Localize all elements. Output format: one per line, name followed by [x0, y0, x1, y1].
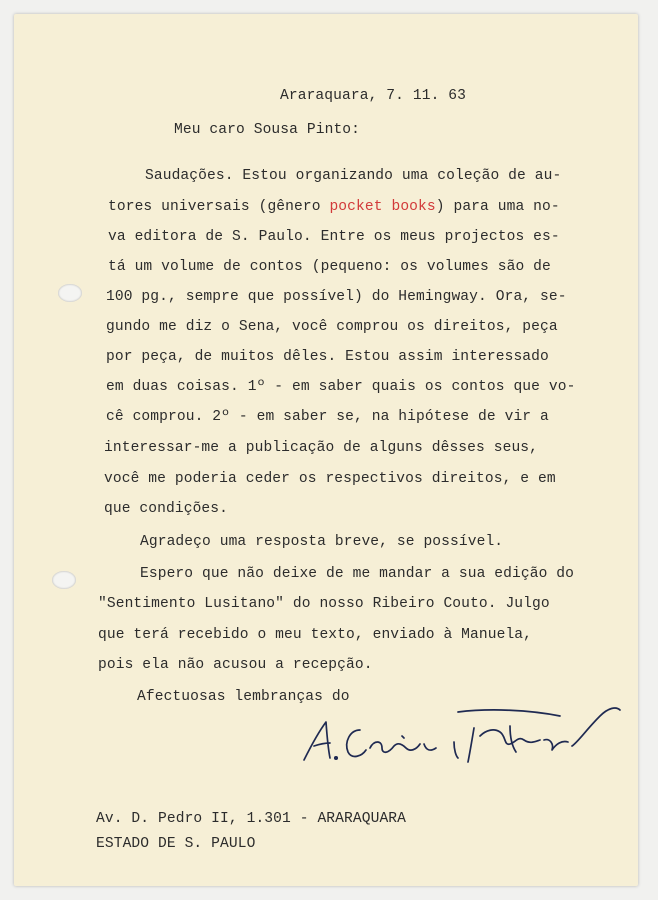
- paragraph-1-line-8: em duas coisas. 1º - em saber quais os contos que vo-: [106, 379, 576, 395]
- date-line: Araraquara, 7. 11. 63: [280, 88, 467, 104]
- paragraph-1-line-7: por peça, de muitos dêles. Estou assim interessado: [106, 349, 549, 365]
- paragraph-3-line-1: Espero que não deixe de me mandar a sua edição do: [140, 566, 575, 582]
- punch-hole-top: [58, 284, 82, 302]
- paragraph-1-line-5: 100 pg., sempre que possível) do Hemingway. Ora, se-: [106, 289, 567, 305]
- highlight-pocket-books: pocket books: [329, 199, 436, 215]
- address-line-1: Av. D. Pedro II, 1.301 - ARARAQUARA: [96, 811, 407, 827]
- paragraph-3-line-3: que terá recebido o meu texto, enviado à Manuela,: [98, 627, 533, 643]
- closing: Afectuosas lembranças do: [137, 689, 350, 705]
- salutation: Meu caro Sousa Pinto:: [174, 122, 361, 138]
- paragraph-1-line-9: cê comprou. 2º - em saber se, na hipótese de vir a: [106, 409, 549, 425]
- paragraph-3-line-2: "Sentimento Lusitano" do nosso Ribeiro Couto. Julgo: [98, 596, 550, 612]
- paragraph-1-line-11: você me poderia ceder os respectivos direitos, e em: [104, 471, 556, 487]
- paragraph-1-line-6: gundo me diz o Sena, você comprou os direitos, peça: [106, 319, 558, 335]
- paragraph-3-line-4: pois ela não acusou a recepção.: [98, 657, 373, 673]
- paragraph-1-line-10: interessar-me a publicação de alguns dêsses seus,: [104, 440, 539, 456]
- paragraph-1-line-4: tá um volume de contos (pequeno: os volumes são de: [108, 259, 551, 275]
- paragraph-1-line-3: va editora de S. Paulo. Entre os meus projectos es-: [108, 229, 560, 245]
- punch-hole-bottom: [52, 571, 76, 589]
- handwritten-signature: [290, 700, 630, 780]
- address-line-2: ESTADO DE S. PAULO: [96, 836, 256, 852]
- paragraph-1-line-12: que condições.: [104, 501, 229, 517]
- paragraph-2: Agradeço uma resposta breve, se possível.: [140, 534, 504, 550]
- paragraph-1-line-2: tores universais (gênero pocket books) para uma no-: [108, 199, 560, 215]
- paragraph-1-line-1: Saudações. Estou organizando uma coleção de au-: [145, 168, 562, 184]
